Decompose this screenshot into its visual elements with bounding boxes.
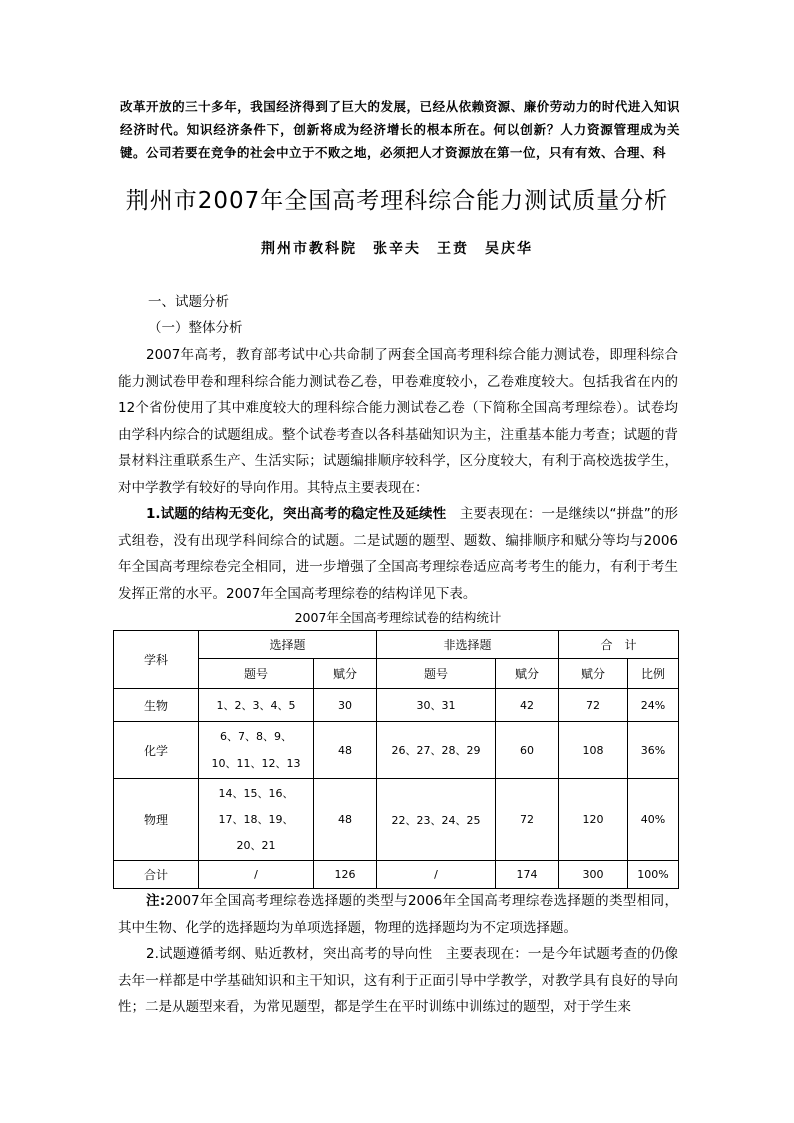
row-choice-qno-line: 14、15、16、 (218, 786, 294, 800)
row-nonchoice-qno: 30、31 (377, 689, 496, 722)
row-subject: 化学 (114, 722, 199, 779)
page-title: 荆州市2007年全国高考理科综合能力测试质量分析 (125, 188, 669, 214)
header-choice-score: 赋分 (314, 659, 377, 689)
row-choice-score: 48 (314, 779, 377, 861)
row-nonchoice-qno: / (377, 861, 496, 889)
row-nonchoice-score: 42 (496, 689, 559, 722)
header-total-score: 赋分 (559, 659, 628, 689)
paragraph-3-label: 2.试题遵循考纲、贴近教材，突出高考的导向性 (146, 946, 433, 962)
table-row (114, 779, 679, 861)
note-text: 2007年全国高考理综卷选择题的类型与2006年全国高考理综卷选择题的类型相同，其中生物、化学的选择题均为单项选择题，物理的选择题均为不定项选择题。 (118, 893, 678, 936)
section-heading-1: 一、试题分析 (148, 294, 229, 310)
row-choice-qno-line: 10、11、12、13 (211, 757, 301, 770)
row-choice-qno-line: 17、18、19、 (218, 812, 294, 826)
table-caption: 2007年全国高考理综试卷的结构统计 (294, 610, 502, 625)
row-nonchoice-score: 60 (496, 722, 559, 779)
row-choice-qno (199, 779, 314, 861)
row-subject: 生物 (114, 689, 199, 722)
row-choice-score: 30 (314, 689, 377, 722)
table-row (114, 861, 679, 889)
row-nonchoice-score: 72 (496, 779, 559, 861)
paragraph-2-text: 主要表现在：一是继续以“拼盘”的形式组卷，没有出现学科间综合的试题。二是试题的题型、题数、编排顺序和赋分等均与2006年全国高考理综卷完全相同，进一步增强了全国高考理综卷适应高考考生的能力，有利于考生发挥正常的水平。2007年全国高考理综卷的结构详见下表。 (118, 506, 678, 602)
authors-line: 荆州市教科院 张辛夫 王贲 吴庆华 (261, 241, 533, 257)
row-choice-qno (199, 722, 314, 779)
row-nonchoice-qno: 26、27、28、29 (377, 722, 496, 779)
table-row (114, 689, 679, 722)
paragraph-2-label: 1.试题的结构无变化，突出高考的稳定性及延续性 (146, 506, 447, 522)
header-nonchoice: 非选择题 (377, 631, 559, 659)
header-choice: 选择题 (199, 631, 377, 659)
table-note (118, 888, 678, 941)
header-subject: 学科 (114, 631, 199, 689)
row-subject: 物理 (114, 779, 199, 861)
paragraph-3 (118, 941, 678, 1021)
structure-table (113, 630, 679, 889)
header-choice-qno: 题号 (199, 659, 314, 689)
row-nonchoice-score: 174 (496, 861, 559, 889)
row-choice-qno-line: 6、7、8、9、 (220, 730, 292, 743)
section-heading-2: （一）整体分析 (148, 320, 243, 336)
paragraph-1: 2007年高考，教育部考试中心共命制了两套全国高考理科综合能力测试卷，即理科综合能力测试卷甲卷和理科综合能力测试卷乙卷，甲卷难度较小，乙卷难度较大。包括我省在内的12个省份使用了其中难度较大的理科综合能力测试卷乙卷（下简称全国高考理综卷）。试卷均由学科内综合的试题组成。整个试卷考查以各科基础知识为主，注重基本能力考查；试题的背景材料注重联系生产、生活实际；试题编排顺序较科学，区分度较大，有利于高校选拔学生，对中学教学有较好的导向作用。其特点主要表现在： (118, 347, 678, 496)
row-ratio: 100% (628, 861, 679, 889)
row-ratio: 40% (628, 779, 679, 861)
row-ratio: 24% (628, 689, 679, 722)
header-nonchoice-qno: 题号 (377, 659, 496, 689)
row-nonchoice-qno: 22、23、24、25 (377, 779, 496, 861)
paragraph-3-text: 主要表现在：一是今年试题考查的仍像去年一样都是中学基础知识和主干知识，这有利于正面引导中学教学，对教学具有良好的导向性；二是从题型来看，为常见题型，都是学生在平时训练中训练过的题型，对于学生来 (118, 946, 678, 1015)
row-total: 108 (559, 722, 628, 779)
header-ratio: 比例 (628, 659, 679, 689)
intro-paragraph: 改革开放的三十多年，我国经济得到了巨大的发展，已经从依赖资源、廉价劳动力的时代进入知识经济时代。知识经济条件下，创新将成为经济增长的根本所在。何以创新？人力资源管理成为关键。公司若要在竞争的社会中立于不败之地，必须把人才资源放在第一位，只有有效、合理、科 (120, 99, 680, 160)
note-label: 注: (146, 893, 166, 909)
row-choice-qno: 1、2、3、4、5 (199, 689, 314, 722)
row-ratio: 36% (628, 722, 679, 779)
row-choice-score: 48 (314, 722, 377, 779)
row-total: 300 (559, 861, 628, 889)
row-choice-score: 126 (314, 861, 377, 889)
row-total: 72 (559, 689, 628, 722)
row-total: 120 (559, 779, 628, 861)
header-nonchoice-score: 赋分 (496, 659, 559, 689)
row-choice-qno: / (199, 861, 314, 889)
paragraph-2 (118, 501, 678, 607)
row-choice-qno-line: 20、21 (236, 838, 276, 852)
row-subject: 合计 (114, 861, 199, 889)
table-row (114, 722, 679, 779)
header-total: 合 计 (559, 631, 679, 659)
